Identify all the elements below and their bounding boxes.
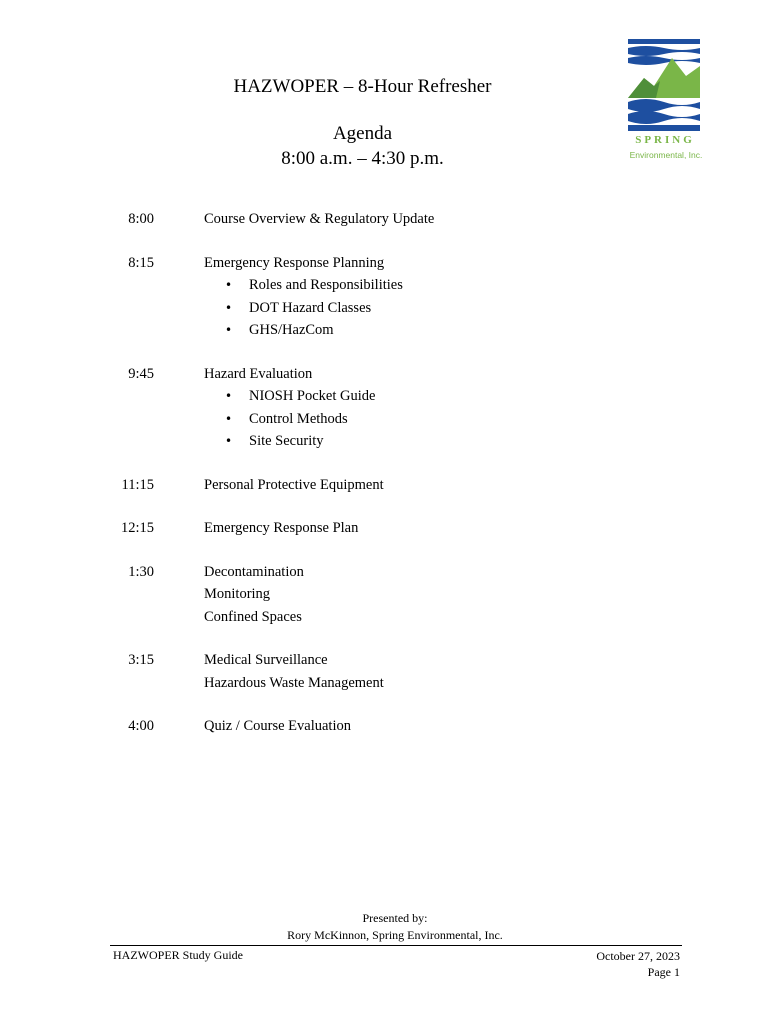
presented-by-label: Presented by: xyxy=(362,911,428,925)
agenda-topic: Monitoring xyxy=(204,586,271,602)
agenda-subtopic: • Site Security xyxy=(204,430,770,453)
agenda-row xyxy=(0,517,770,540)
logo-mark-icon xyxy=(624,36,706,134)
agenda-time: 11:15 xyxy=(121,476,154,493)
agenda-row xyxy=(0,474,770,497)
agenda-topics xyxy=(204,208,770,231)
agenda-topic: Emergency Response Planning xyxy=(204,254,385,271)
presenter-name: Rory McKinnon, Spring Environmental, Inc. xyxy=(287,928,503,942)
agenda-time: 8:15 xyxy=(128,254,154,271)
agenda-row xyxy=(0,363,770,453)
agenda-topics xyxy=(204,715,770,738)
document-title: HAZWOPER – 8-Hour Refresher xyxy=(233,76,492,97)
agenda-time: 4:00 xyxy=(128,718,154,734)
agenda-subtopic: • DOT Hazard Classes xyxy=(204,297,770,320)
agenda-topics xyxy=(204,474,770,497)
agenda-row xyxy=(0,715,770,738)
agenda-topics xyxy=(204,252,770,342)
agenda-topic: Course Overview & Regulatory Update xyxy=(204,211,435,227)
agenda-row xyxy=(0,561,770,629)
agenda-heading: Agenda xyxy=(332,123,393,144)
footer-title: HAZWOPER Study Guide xyxy=(113,948,243,962)
agenda-topics xyxy=(204,517,770,540)
agenda-topic: Personal Protective Equipment xyxy=(204,476,384,493)
agenda-time: 1:30 xyxy=(128,563,154,580)
agenda-topic: Decontamination xyxy=(204,563,304,580)
agenda-topics xyxy=(204,363,770,453)
agenda-time-range: 8:00 a.m. – 4:30 p.m. xyxy=(281,148,444,169)
logo-subtitle: Environmental, Inc. xyxy=(629,150,703,160)
agenda-topics xyxy=(204,649,770,694)
agenda-subtopic: • Control Methods xyxy=(204,408,770,431)
agenda-time: 9:45 xyxy=(128,365,154,382)
agenda-topics xyxy=(204,561,770,629)
agenda-row xyxy=(0,208,770,231)
agenda-subtopic: • GHS/HazCom xyxy=(204,319,770,342)
agenda-list xyxy=(0,208,770,759)
agenda-row xyxy=(0,649,770,694)
agenda-subtopic: • Roles and Responsibilities xyxy=(204,274,770,297)
agenda-topic: Quiz / Course Evaluation xyxy=(204,718,351,734)
footer-divider xyxy=(110,945,682,946)
footer-page-number: Page 1 xyxy=(647,965,680,979)
agenda-topic: Medical Surveillance xyxy=(204,652,328,668)
agenda-time: 8:00 xyxy=(128,211,154,227)
agenda-topic: Hazard Evaluation xyxy=(204,365,313,382)
agenda-topic: Emergency Response Plan xyxy=(204,520,359,536)
agenda-time: 3:15 xyxy=(128,652,154,668)
footer-date: October 27, 2023 xyxy=(596,949,680,963)
agenda-time: 12:15 xyxy=(120,520,154,536)
agenda-row xyxy=(0,252,770,342)
company-logo xyxy=(624,36,706,164)
agenda-subtopic: • NIOSH Pocket Guide xyxy=(204,385,770,408)
agenda-topic: Confined Spaces xyxy=(204,608,302,625)
agenda-topic: Hazardous Waste Management xyxy=(204,674,384,691)
logo-name: SPRING xyxy=(635,134,695,146)
footer-meta xyxy=(480,948,680,980)
